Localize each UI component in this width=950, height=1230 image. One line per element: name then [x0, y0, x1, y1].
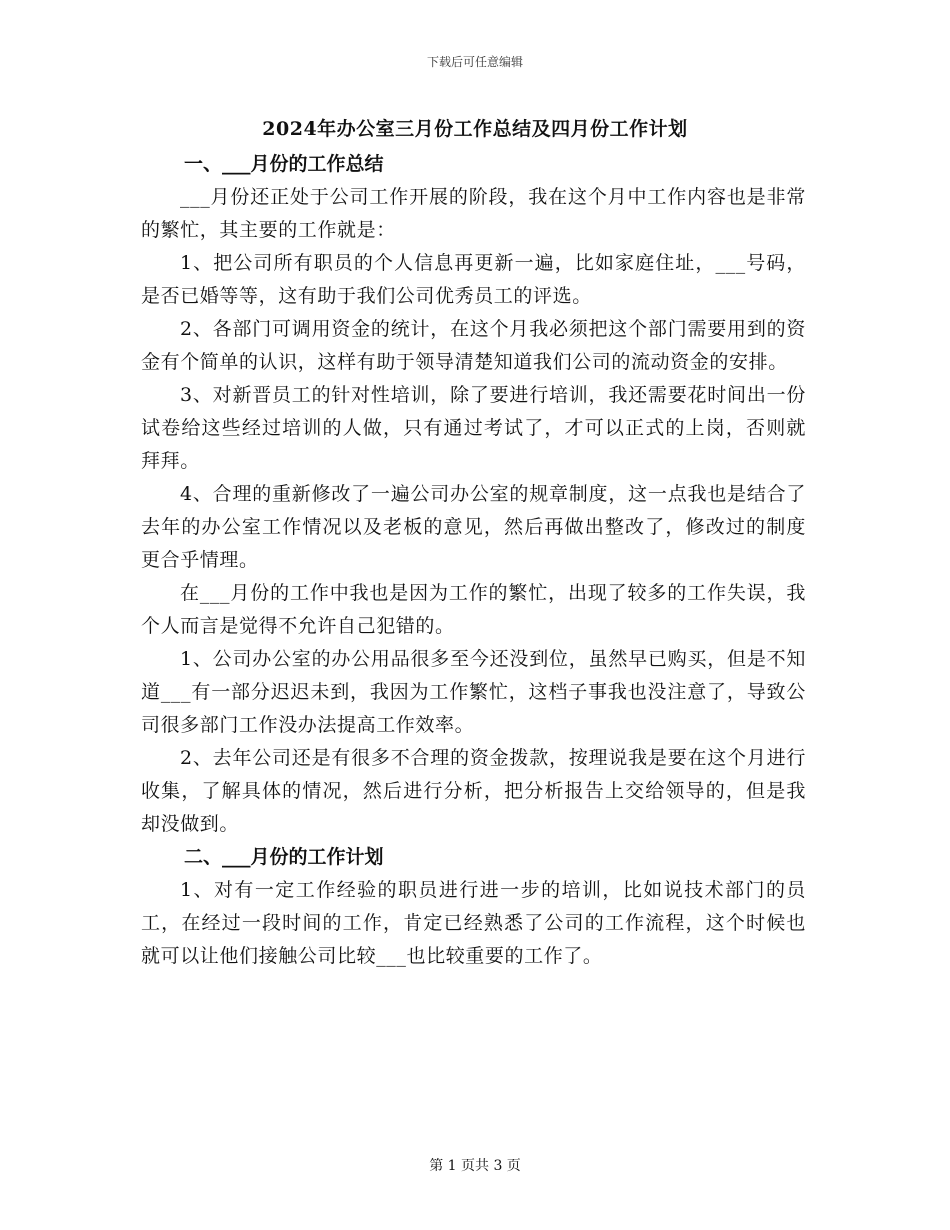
mistake-item: 1、公司办公室的办公用品很多至今还没到位，虽然早已购买，但是不知道___有一部分迟迟未到，我因为工作繁忙，这档子事我也没注意了，导致公司很多部门工作没办法提高工作效率。: [141, 648, 806, 736]
section-heading-summary: 一、___月份的工作总结: [184, 153, 384, 175]
mistakes-intro-paragraph: 在___月份的工作中我也是因为工作的繁忙，出现了较多的工作失误，我个人而言是觉得不允许自己犯错的。: [141, 582, 806, 637]
document-body: [141, 148, 806, 973]
mistake-item: 2、去年公司还是有很多不合理的资金拨款，按理说我是要在这个月进行收集，了解具体的情况，然后进行分析，把分析报告上交给领导的，但是我却没做到。: [141, 747, 806, 835]
page-footer: 第 1 页共 3 页: [429, 1158, 521, 1174]
document-title: 2024年办公室三月份工作总结及四月份工作计划: [262, 118, 688, 140]
summary-item: 1、把公司所有职员的个人信息再更新一遍，比如家庭住址，___号码，是否已婚等等，这有助于我们公司优秀员工的评选。: [141, 252, 806, 307]
summary-intro-paragraph: ___月份还正处于公司工作开展的阶段，我在这个月中工作内容也是非常的繁忙，其主要的工作就是：: [141, 186, 806, 241]
section-heading-plan: 二、___月份的工作计划: [184, 846, 384, 868]
summary-item: 3、对新晋员工的针对性培训，除了要进行培训，我还需要花时间出一份试卷给这些经过培训的人做，只有通过考试了，才可以正式的上岗，否则就拜拜。: [141, 384, 806, 472]
summary-item: 2、各部门可调用资金的统计，在这个月我必须把这个部门需要用到的资金有个简单的认识，这样有助于领导清楚知道我们公司的流动资金的安排。: [141, 318, 806, 373]
summary-item: 4、合理的重新修改了一遍公司办公室的规章制度，这一点我也是结合了去年的办公室工作情况以及老板的意见，然后再做出整改了，修改过的制度更合乎情理。: [141, 483, 806, 571]
plan-item: 1、对有一定工作经验的职员进行进一步的培训，比如说技术部门的员工，在经过一段时间的工作，肯定已经熟悉了公司的工作流程，这个时候也就可以让他们接触公司比较___也比较重要的工作了。: [141, 879, 806, 967]
page-header-note: 下载后可任意编辑: [426, 55, 523, 69]
